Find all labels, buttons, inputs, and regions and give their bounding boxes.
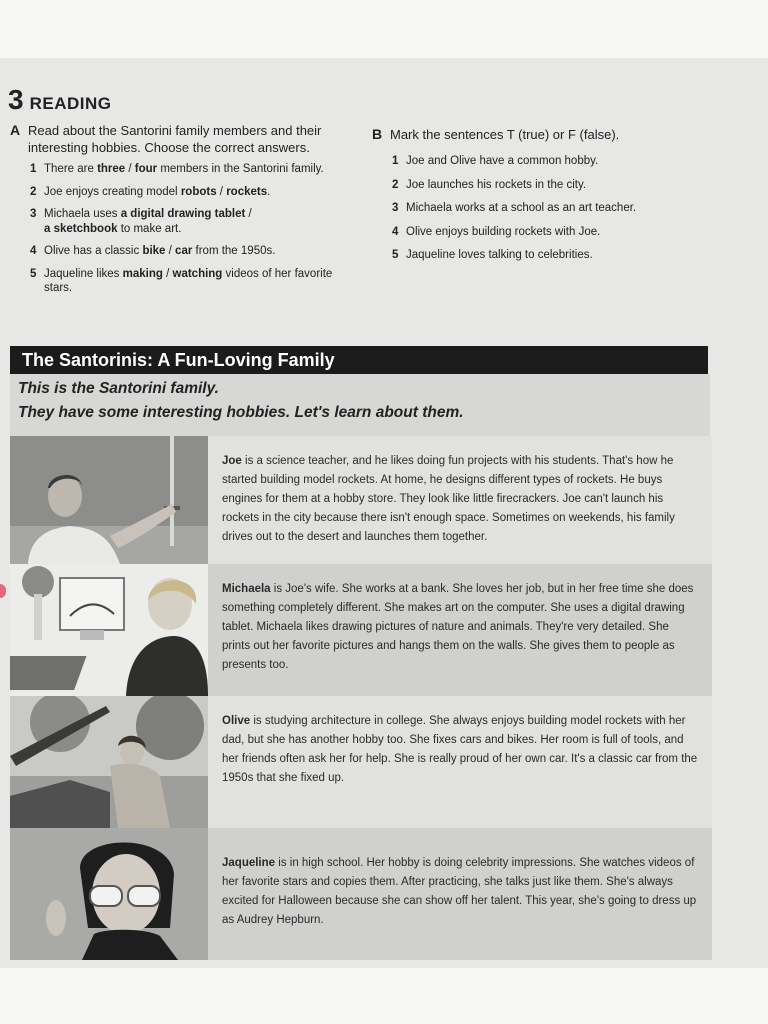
- item-suffix: videos of her favorite stars.: [44, 267, 333, 294]
- item-suffix: .: [267, 185, 271, 198]
- item-number: 1: [392, 155, 399, 167]
- item-number: 3: [30, 208, 37, 220]
- item-suffix: from the 1950s.: [192, 245, 276, 257]
- michaela-description: [208, 564, 712, 696]
- answer-option[interactable]: robots: [180, 185, 217, 198]
- exercise-a-letter: A: [10, 122, 21, 138]
- answer-option[interactable]: a sketchbook: [44, 222, 118, 235]
- exercise-b-item: [392, 154, 712, 169]
- intro-line: They have some interesting hobbies. Let's learn about them.: [18, 404, 464, 421]
- person-name: Jaqueline: [222, 857, 276, 869]
- answer-option[interactable]: making: [122, 267, 163, 280]
- item-number: 4: [392, 225, 399, 238]
- exercise-b: [372, 126, 712, 272]
- item-text: [44, 207, 252, 236]
- answer-option[interactable]: four: [134, 163, 158, 175]
- article-intro: [10, 374, 710, 436]
- exercise-a-items: [10, 162, 355, 296]
- item-suffix: to make art.: [117, 222, 182, 235]
- person-name: Olive: [222, 715, 251, 727]
- option-separator: /: [125, 163, 135, 175]
- option-separator: /: [162, 267, 173, 280]
- person-row-olive: [10, 696, 712, 828]
- item-text: [44, 244, 275, 259]
- person-row-michaela: [10, 564, 712, 696]
- answer-option[interactable]: watching: [172, 267, 223, 280]
- answer-option[interactable]: rockets: [226, 185, 268, 198]
- item-prefix: Michaela uses: [44, 208, 121, 220]
- item-text: Joe launches his rockets in the city.: [406, 178, 587, 191]
- exercise-a-instruction: Read about the Santorini family members and their interesting hobbies. Choose the correct answers.: [28, 123, 322, 155]
- option-separator: /: [245, 208, 252, 220]
- item-number: 4: [30, 245, 37, 257]
- exercise-a-item: [30, 162, 355, 177]
- exercise-b-instruction: Mark the sentences T (true) or F (false).: [390, 127, 620, 142]
- answer-option[interactable]: car: [175, 245, 193, 257]
- person-text: is Joe's wife. She works at a bank. She loves her job, but in her free time she does something completely different. She makes art on the computer. She uses a digital drawing tablet. Michaela likes drawing pictures of nature and animals. They're very detailed. She prints out her favorite pictures and hangs them on the walls. She gives them to people as presents too.: [222, 583, 694, 671]
- item-number: 5: [30, 267, 37, 280]
- item-prefix: Jaqueline likes: [44, 267, 123, 280]
- exercise-b-letter: B: [372, 126, 383, 142]
- item-text: [44, 267, 355, 296]
- item-number: 2: [30, 185, 37, 198]
- item-number: 3: [392, 202, 399, 214]
- olive-photo: [10, 696, 208, 828]
- section-title: READING: [29, 94, 112, 113]
- person-row-joe: [10, 436, 712, 564]
- exercise-b-item: [392, 178, 712, 193]
- exercise-b-item: [392, 225, 712, 240]
- item-prefix: Joe enjoys creating model: [44, 185, 181, 198]
- joe-description: [208, 436, 712, 564]
- section-header: [8, 84, 111, 116]
- item-text: Joe and Olive have a common hobby.: [406, 155, 599, 167]
- item-number: 2: [392, 178, 399, 191]
- exercise-a: [10, 122, 355, 304]
- item-text: Michaela works at a school as an art teacher.: [406, 202, 637, 214]
- person-name: Michaela: [222, 583, 271, 595]
- item-prefix: Olive has a classic: [44, 245, 143, 257]
- jaqueline-description: [208, 828, 712, 960]
- section-number: 3: [8, 84, 24, 115]
- item-number: 1: [30, 163, 37, 175]
- person-name: Joe: [222, 455, 242, 467]
- item-text: Olive enjoys building rockets with Joe.: [406, 225, 601, 238]
- item-prefix: There are: [44, 163, 98, 175]
- exercise-b-items: [372, 154, 712, 263]
- exercise-b-item: [392, 248, 712, 263]
- answer-option[interactable]: three: [97, 163, 126, 175]
- item-number: 5: [392, 249, 399, 261]
- option-separator: /: [165, 245, 176, 257]
- joe-photo: [10, 436, 208, 564]
- jaqueline-photo: [10, 828, 208, 960]
- michaela-photo: [10, 564, 208, 696]
- item-text: [44, 162, 324, 177]
- article-title: The Santorinis: A Fun-Loving Family: [10, 346, 708, 374]
- item-text: Jaqueline loves talking to celebrities.: [406, 249, 593, 261]
- answer-option[interactable]: a digital drawing tablet: [120, 208, 246, 220]
- exercise-b-item: [392, 201, 712, 216]
- intro-line: This is the Santorini family.: [18, 380, 219, 397]
- item-text: [44, 185, 270, 200]
- person-text: is in high school. Her hobby is doing celebrity impressions. She watches videos of her favorite stars and copies them. After practicing, she talks just like them. She's always excited for Halloween because she can show off her talent. This year, she's going to dress up as Audrey Hepburn.: [222, 857, 697, 926]
- exercise-a-item: [30, 267, 355, 296]
- exercise-a-item: [30, 207, 355, 236]
- option-separator: /: [216, 185, 227, 198]
- exercise-a-item: [30, 244, 355, 259]
- person-row-jaqueline: [10, 828, 712, 960]
- exercise-a-item: [30, 185, 355, 200]
- person-text: is studying architecture in college. She always enjoys building model rockets with her dad, but she has another hobby too. She fixes cars and bikes. Her room is full of tools, and her friends often ask her for help. She is really proud of her own car. It's a classic car from the 1950s that she fixed up.: [222, 715, 698, 784]
- olive-description: [208, 696, 712, 828]
- person-text: is a science teacher, and he likes doing fun projects with his students. That's how he started building model rockets. At home, he designs different types of rockets. He buys engines for them at a hobby store. They look like little firecrackers. Joe can't launch his rockets in the city because there isn't enough space. Sometimes on weekends, his family drives out to the desert and launches them together.: [222, 455, 675, 543]
- item-suffix: members in the Santorini family.: [157, 163, 324, 175]
- answer-option[interactable]: bike: [142, 245, 166, 257]
